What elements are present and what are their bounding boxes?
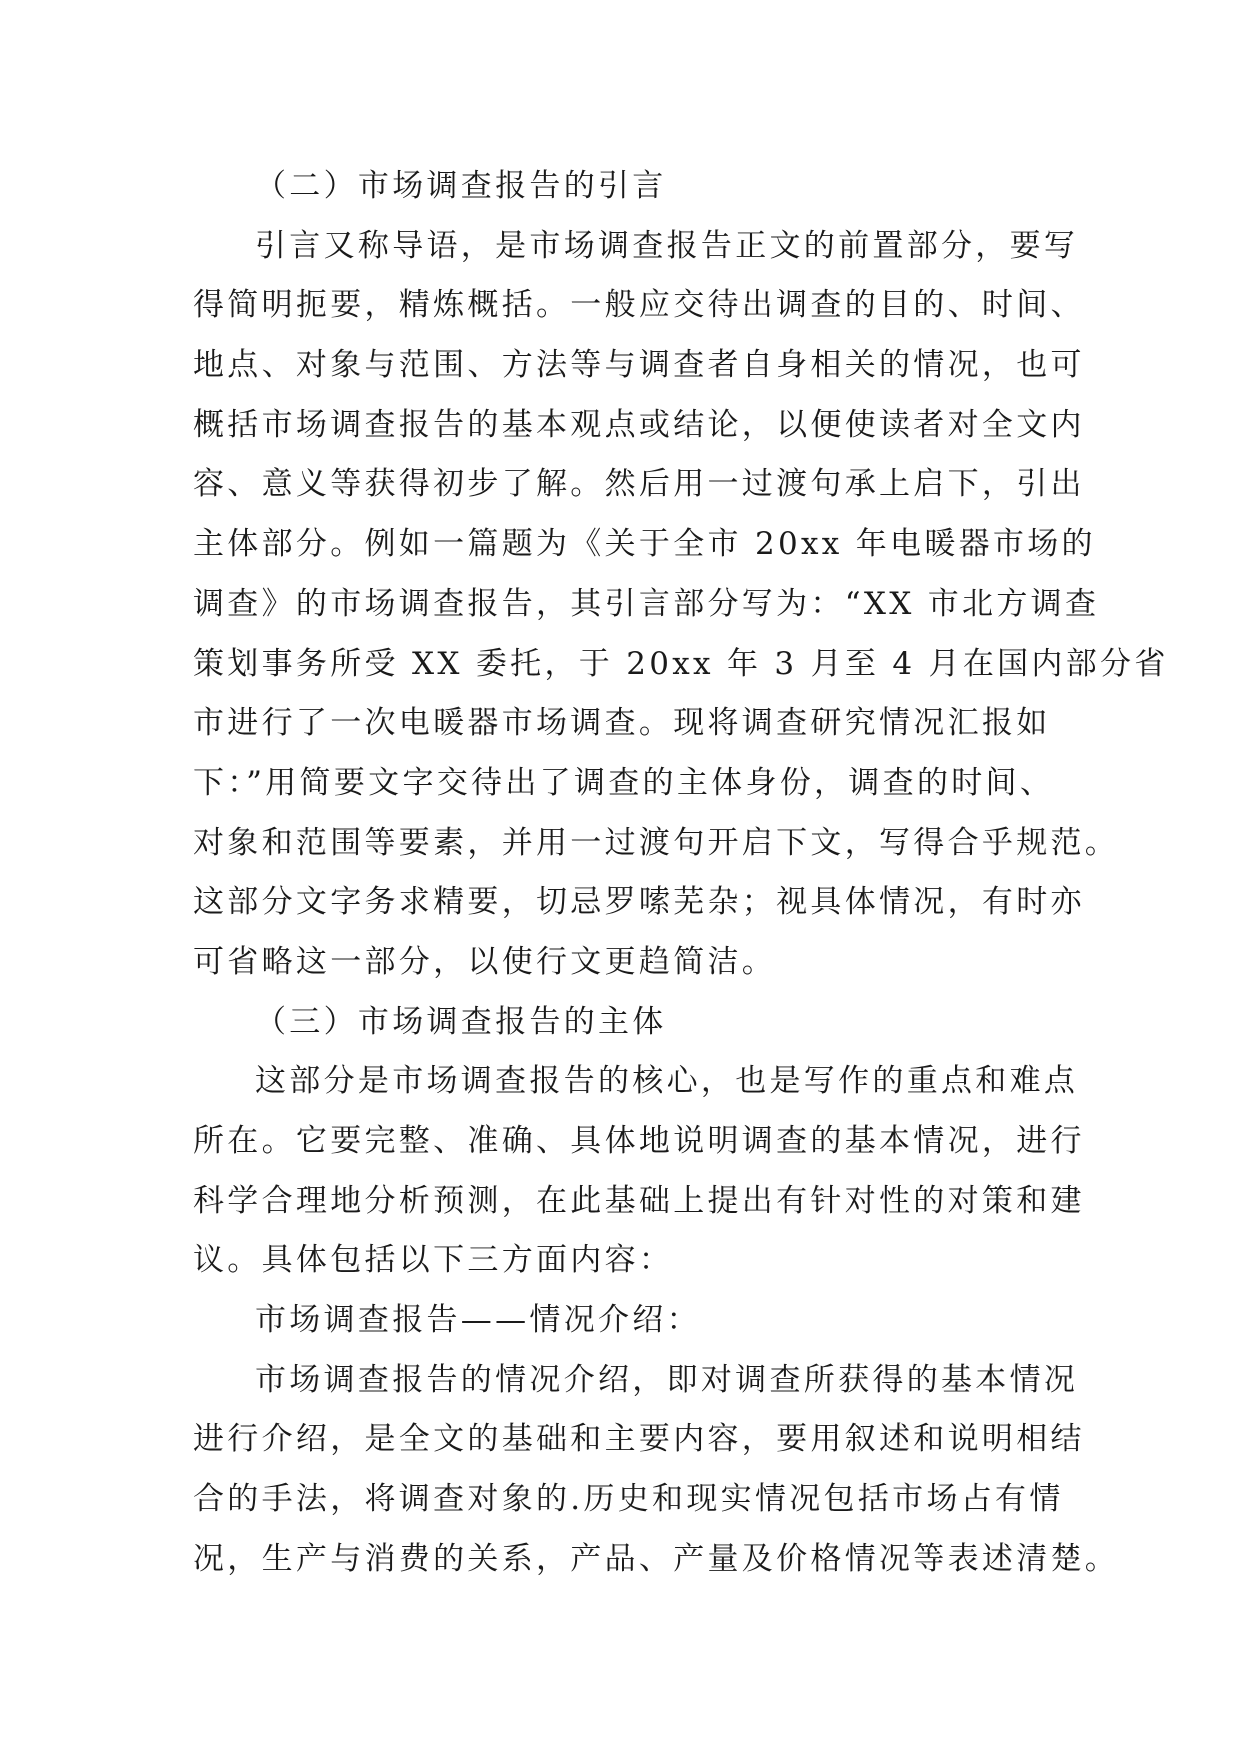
subsection-heading-situation: 市场调查报告——情况介绍：: [255, 1302, 701, 1339]
text-line: 市场调查报告的情况介绍，即对调查所获得的基本情况: [255, 1361, 1079, 1398]
text-line: 概括市场调查报告的基本观点或结论，以便使读者对全文内: [193, 406, 1085, 443]
text-line: 引言又称导语，是市场调查报告正文的前置部分，要写: [255, 227, 1079, 264]
text-line: 地点、对象与范围、方法等与调查者自身相关的情况，也可: [193, 347, 1085, 384]
text-line: 这部分是市场调查报告的核心，也是写作的重点和难点: [255, 1063, 1079, 1100]
text-line: 这部分文字务求精要，切忌罗嗦芜杂；视具体情况，有时亦: [193, 884, 1085, 921]
text-line: 容、意义等获得初步了解。然后用一过渡句承上启下，引出: [193, 466, 1085, 503]
text-line: 主体部分。例如一篇题为《关于全市 20xx 年电暖器市场的: [193, 526, 1096, 563]
text-line: 可省略这一部分，以使行文更趋简洁。: [193, 943, 777, 980]
text-line: 议。具体包括以下三方面内容：: [193, 1242, 674, 1279]
text-line: 况，生产与消费的关系，产品、产量及价格情况等表述清楚。: [193, 1540, 1120, 1577]
text-line: 策划事务所受 XX 委托，于 20xx 年 3 月至 4 月在国内部分省: [193, 645, 1169, 682]
text-line: 进行介绍，是全文的基础和主要内容，要用叙述和说明相结: [193, 1421, 1085, 1458]
text-line: 下：”用简要文字交待出了调查的主体身份，调查的时间、: [193, 764, 1055, 801]
text-line: 得简明扼要，精炼概括。一般应交待出调查的目的、时间、: [193, 287, 1085, 324]
text-line: 科学合理地分析预测，在此基础上提出有针对性的对策和建: [193, 1182, 1085, 1219]
document-body: [193, 157, 1169, 1590]
text-line: 市进行了一次电暖器市场调查。现将调查研究情况汇报如: [193, 705, 1051, 742]
text-line: 合的手法，将调查对象的.历史和现实情况包括市场占有情: [193, 1481, 1064, 1518]
text-line: 所在。它要完整、准确、具体地说明调查的基本情况，进行: [193, 1123, 1085, 1159]
section-heading-main-body: （三）市场调查报告的主体: [255, 1003, 667, 1040]
text-line: 调查》的市场调查报告，其引言部分写为：“XX 市北方调查: [193, 585, 1100, 622]
text-line: 对象和范围等要素，并用一过渡句开启下文，写得合乎规范。: [193, 824, 1120, 861]
section-heading-introduction: （二）市场调查报告的引言: [255, 168, 667, 204]
